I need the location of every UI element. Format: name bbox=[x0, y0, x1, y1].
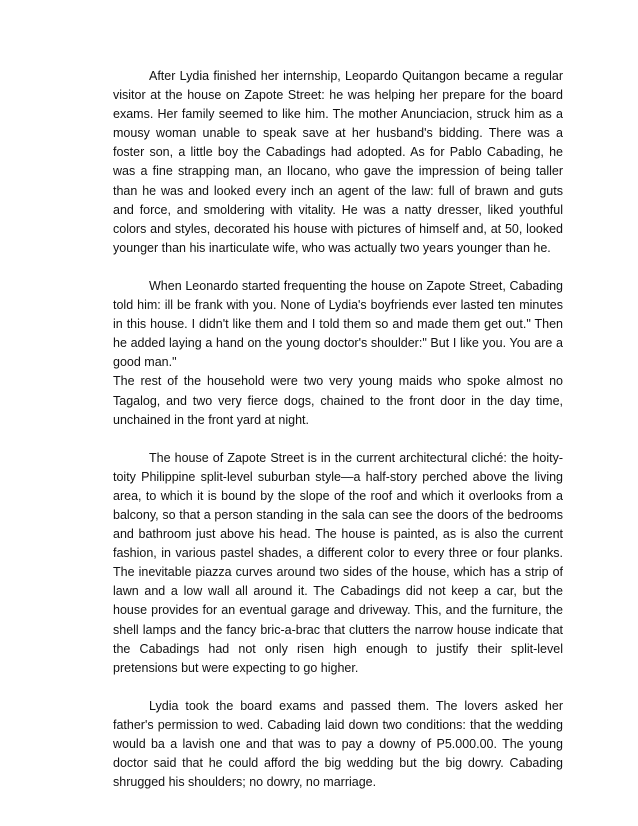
paragraph-lydia-internship: After Lydia finished her internship, Leopardo Quitangon became a regular visitor at the house on Zapote Street: he was helping her prepare for the board exams. Her family seemed to like him. The mother Anunciacion, struck him as a mousy woman unable to speak save at her husband's bidding. There was a foster son, a little boy the Cabadings had adopted. As for Pablo Cabading, he was a fine strapping man, an Ilocano, who gave the impression of being taller than he was and looked every inch an agent of the law: full of brawn and guts and force, and smoldering with vitality. He was a natty dresser, liked youthful colors and styles, decorated his house with pictures of himself and, at 50, looked younger than his inarticulate wife, who was actually two years younger than he. bbox=[113, 69, 563, 255]
document-body bbox=[113, 67, 563, 792]
paragraph-house-description: The house of Zapote Street is in the current architectural cliché: the hoity-toity Philippine split-level suburban style—a half-story perched above the living area, to which it is bound by the slope of the roof and which it overlooks from a balcony, so that a person standing in the sala can see the doors of the bedrooms and bathroom just above his head. The house is painted, as is also the current fashion, in various pastel shades, a different color to every three or four planks. The inevitable piazza curves around two sides of the house, which has a strip of lawn and a low wall all around it. The Cabadings did not keep a car, but the house provides for an eventual garage and driveway. This, and the furniture, the shell lamps and the fancy bric-a-brac that clutters the narrow house indicate that the Cabadings had not only risen high enough to justify their split-level pretensions but were expecting to go higher. bbox=[113, 450, 563, 675]
paragraph-board-exams: Lydia took the board exams and passed them. The lovers asked her father's permission to wed. Cabading laid down two conditions: that the wedding would ba a lavish one and that was to pay a downy of P5.000.00. The young doctor said that he could afford the big wedding but the big dowry. Cabading shrugged his shoulders; no dowry, no marriage. bbox=[113, 698, 563, 790]
paragraph-household: The rest of the household were two very young maids who spoke almost no Tagalog, and two very fierce dogs, chained to the front door in the day time, unchained in the front yard at night. bbox=[113, 374, 563, 427]
paragraph-leonardo-visits: When Leonardo started frequenting the house on Zapote Street, Cabading told him: ill be frank with you. None of Lydia's boyfriends ever lasted ten minutes in this house. I didn't like them and I told them so and made them get out." Then he added laying a hand on the young doctor's shoulder:" But I like you. You are a good man." bbox=[113, 278, 563, 370]
